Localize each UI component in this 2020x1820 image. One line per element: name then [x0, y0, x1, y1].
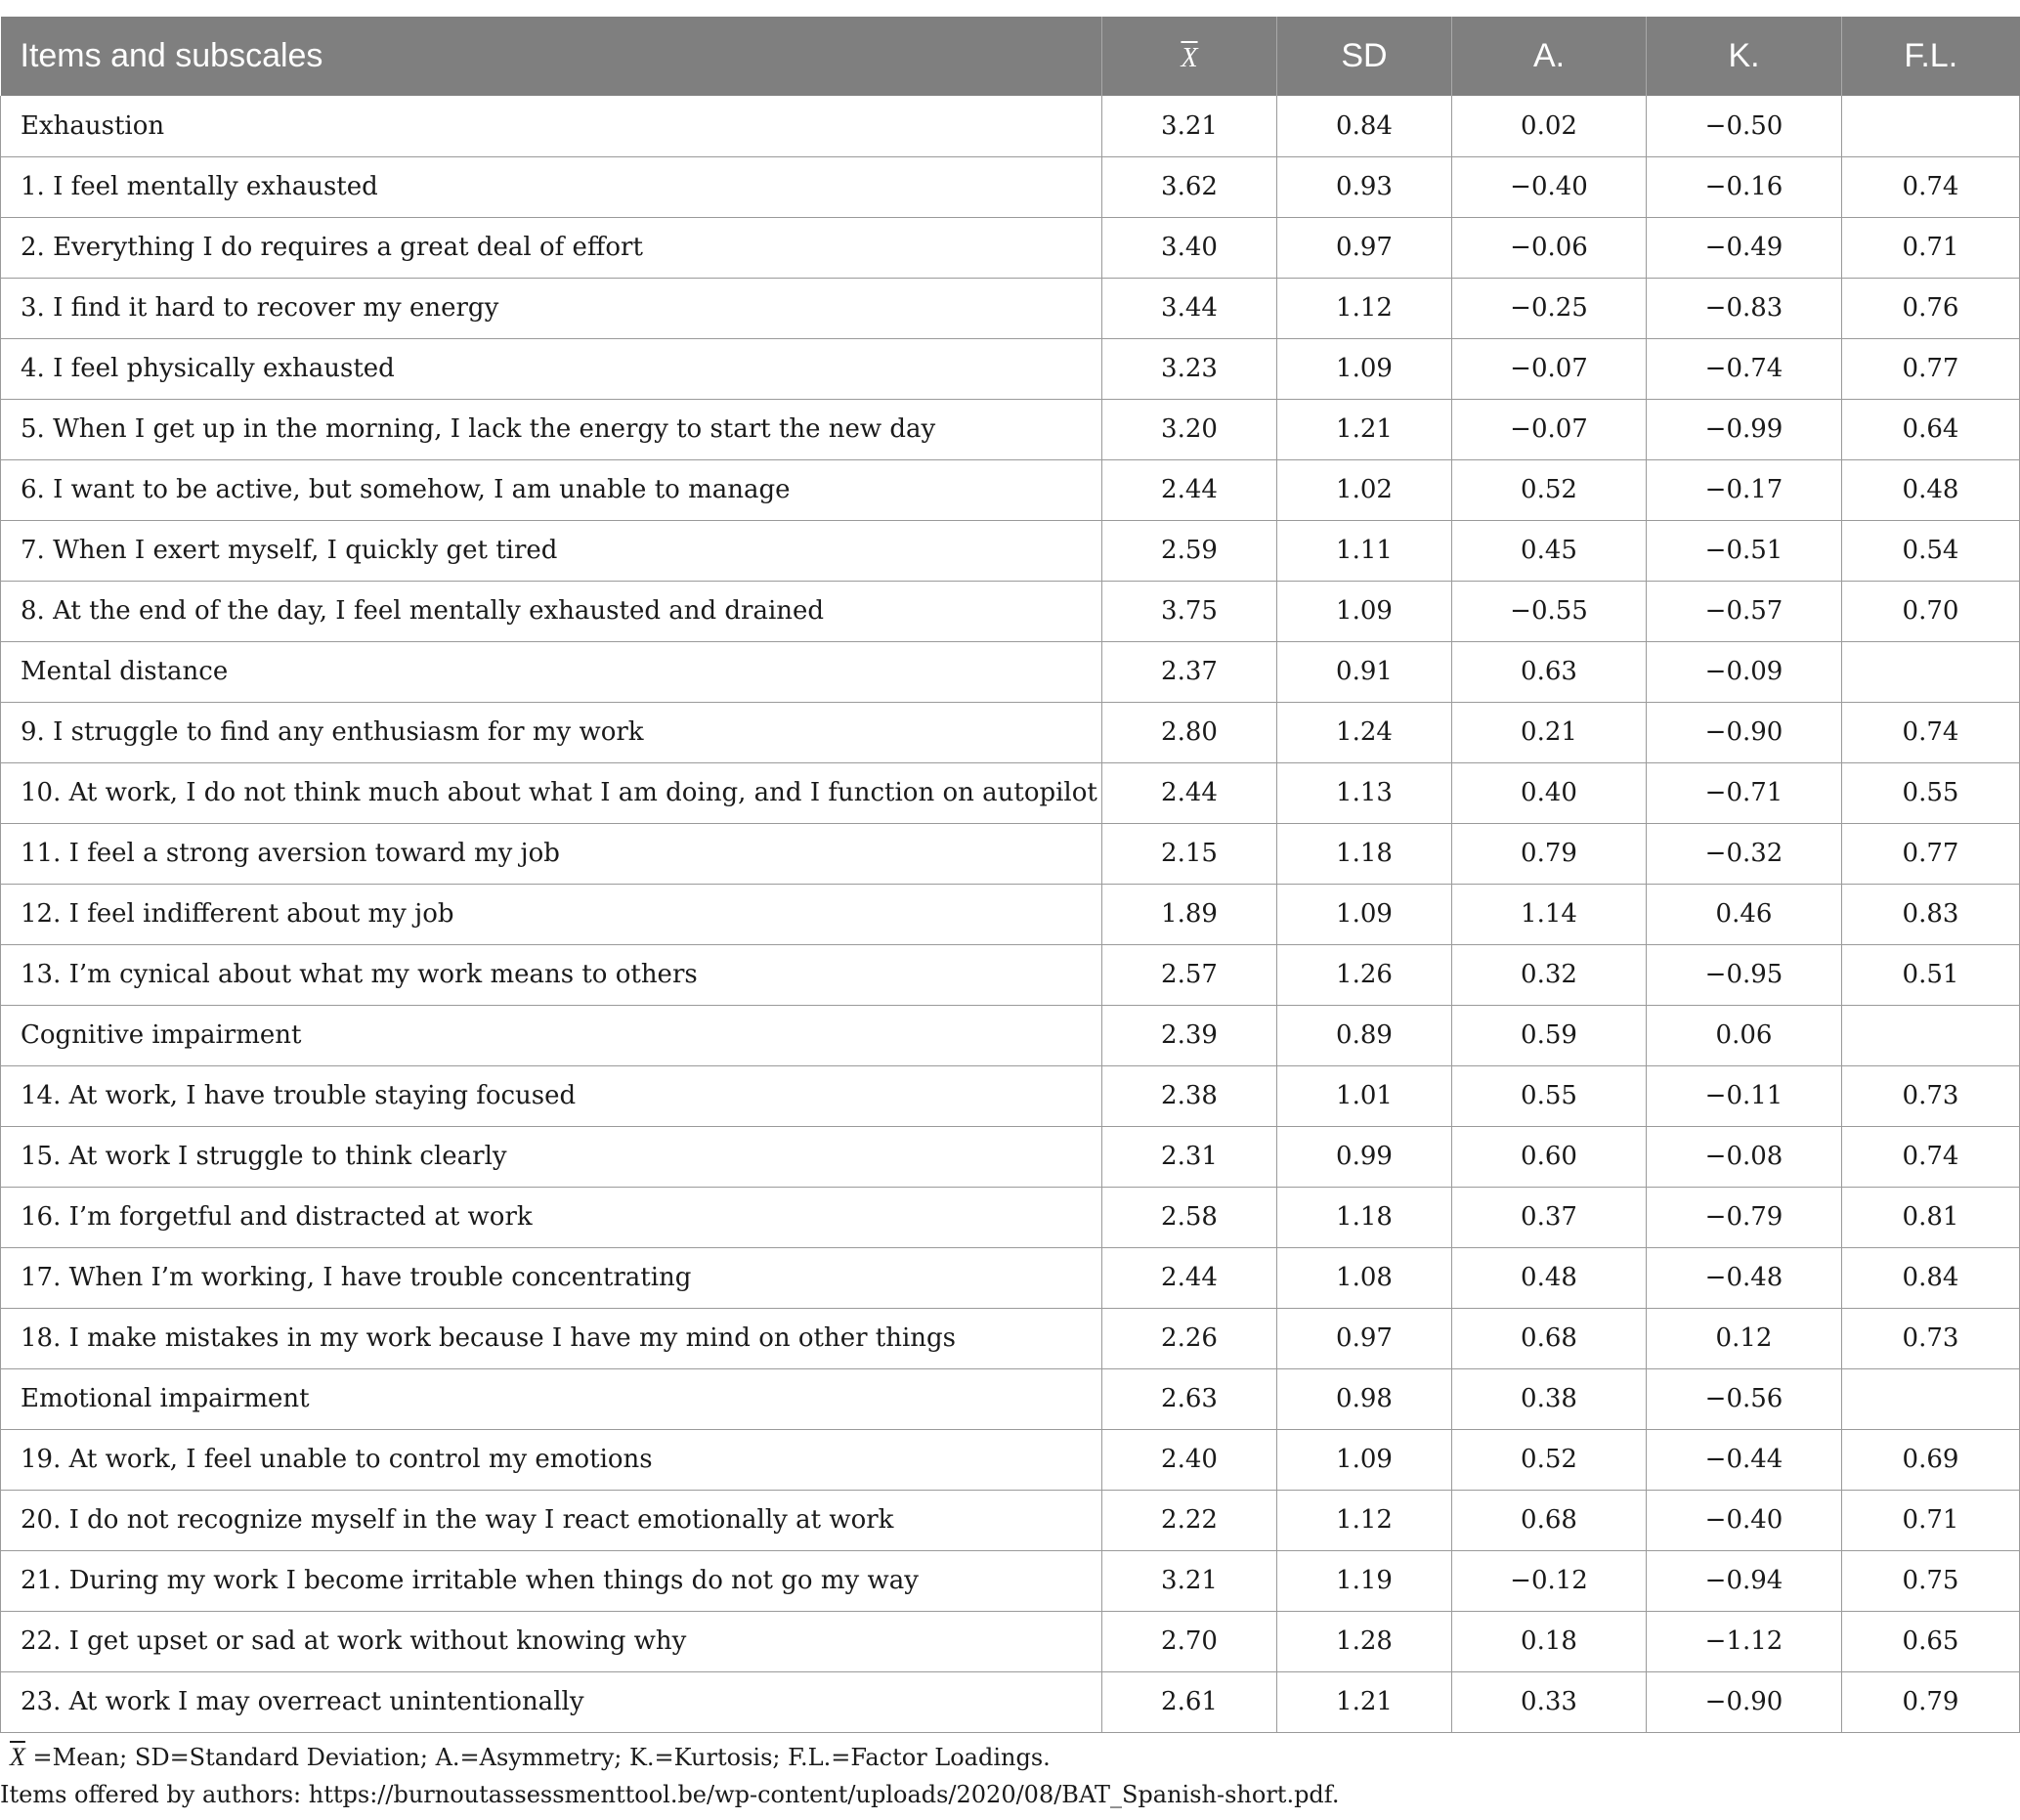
cell-kurtosis: −0.74 — [1647, 338, 1842, 399]
cell-mean: 2.70 — [1102, 1611, 1277, 1671]
cell-item: Mental distance — [1, 641, 1102, 702]
cell-factor-loading: 0.71 — [1842, 1490, 2020, 1550]
cell-mean: 2.40 — [1102, 1429, 1277, 1490]
header-mean — [1102, 17, 1277, 96]
cell-item: Cognitive impairment — [1, 1005, 1102, 1065]
cell-kurtosis: −0.32 — [1647, 823, 1842, 884]
cell-asymmetry: 0.18 — [1452, 1611, 1647, 1671]
cell-item: Exhaustion — [1, 96, 1102, 156]
cell-asymmetry: 0.55 — [1452, 1065, 1647, 1126]
cell-item: 4. I feel physically exhausted — [1, 338, 1102, 399]
table-row — [1, 1550, 2020, 1611]
cell-sd: 1.12 — [1277, 1490, 1452, 1550]
table-row — [1, 96, 2020, 156]
cell-kurtosis: −0.09 — [1647, 641, 1842, 702]
cell-kurtosis: −0.94 — [1647, 1550, 1842, 1611]
footnote-source: Items offered by authors: https://burnoutassessmenttool.be/wp-content/uploads/2020/08/BAT_Spanish-short.pdf. — [0, 1781, 1340, 1808]
cell-sd: 1.21 — [1277, 1671, 1452, 1732]
footnote-legend-text: =Mean; SD=Standard Deviation; A.=Asymmetry; K.=Kurtosis; F.L.=Factor Loadings. — [24, 1744, 1051, 1771]
cell-asymmetry: −0.12 — [1452, 1550, 1647, 1611]
header-sd: SD — [1277, 17, 1452, 96]
cell-mean: 3.75 — [1102, 581, 1277, 641]
table-row — [1, 823, 2020, 884]
cell-sd: 0.89 — [1277, 1005, 1452, 1065]
cell-mean: 3.21 — [1102, 1550, 1277, 1611]
cell-item: 2. Everything I do requires a great deal of effort — [1, 217, 1102, 278]
cell-sd: 1.12 — [1277, 278, 1452, 338]
cell-kurtosis: −0.57 — [1647, 581, 1842, 641]
cell-sd: 0.97 — [1277, 217, 1452, 278]
cell-item: 21. During my work I become irritable when things do not go my way — [1, 1550, 1102, 1611]
cell-factor-loading: 0.83 — [1842, 884, 2020, 944]
cell-item: 10. At work, I do not think much about what I am doing, and I function on autopilot — [1, 762, 1102, 823]
table-row — [1, 641, 2020, 702]
footnote-legend — [10, 1743, 1051, 1772]
cell-item: 19. At work, I feel unable to control my emotions — [1, 1429, 1102, 1490]
cell-kurtosis: −0.48 — [1647, 1247, 1842, 1308]
cell-kurtosis: −0.71 — [1647, 762, 1842, 823]
table-row — [1, 399, 2020, 459]
table-row — [1, 702, 2020, 762]
cell-mean: 2.57 — [1102, 944, 1277, 1005]
cell-factor-loading: 0.51 — [1842, 944, 2020, 1005]
cell-mean: 2.80 — [1102, 702, 1277, 762]
cell-factor-loading: 0.77 — [1842, 338, 2020, 399]
cell-sd: 1.21 — [1277, 399, 1452, 459]
statistics-table — [0, 17, 2020, 1733]
cell-kurtosis: −0.49 — [1647, 217, 1842, 278]
cell-sd: 1.01 — [1277, 1065, 1452, 1126]
cell-factor-loading: 0.70 — [1842, 581, 2020, 641]
cell-asymmetry: 0.40 — [1452, 762, 1647, 823]
cell-factor-loading: 0.74 — [1842, 156, 2020, 217]
cell-item: 1. I feel mentally exhausted — [1, 156, 1102, 217]
header-kurtosis: K. — [1647, 17, 1842, 96]
table-row — [1, 278, 2020, 338]
cell-sd: 0.99 — [1277, 1126, 1452, 1187]
table-row — [1, 338, 2020, 399]
cell-factor-loading — [1842, 1005, 2020, 1065]
cell-factor-loading — [1842, 1368, 2020, 1429]
cell-mean: 2.59 — [1102, 520, 1277, 581]
cell-mean: 1.89 — [1102, 884, 1277, 944]
cell-item: 18. I make mistakes in my work because I have my mind on other things — [1, 1308, 1102, 1368]
table-row — [1, 1671, 2020, 1732]
cell-item: 22. I get upset or sad at work without knowing why — [1, 1611, 1102, 1671]
cell-sd: 0.93 — [1277, 156, 1452, 217]
table-body — [1, 96, 2020, 1732]
cell-sd: 1.26 — [1277, 944, 1452, 1005]
cell-item: 5. When I get up in the morning, I lack the energy to start the new day — [1, 399, 1102, 459]
cell-asymmetry: −0.07 — [1452, 399, 1647, 459]
cell-item: 3. I find it hard to recover my energy — [1, 278, 1102, 338]
table-row — [1, 520, 2020, 581]
cell-item: 6. I want to be active, but somehow, I am unable to manage — [1, 459, 1102, 520]
cell-kurtosis: −0.11 — [1647, 1065, 1842, 1126]
cell-asymmetry: 0.33 — [1452, 1671, 1647, 1732]
header-items: Items and subscales — [1, 17, 1102, 96]
cell-mean: 2.63 — [1102, 1368, 1277, 1429]
cell-factor-loading: 0.64 — [1842, 399, 2020, 459]
cell-item: 8. At the end of the day, I feel mentally exhausted and drained — [1, 581, 1102, 641]
cell-sd: 0.98 — [1277, 1368, 1452, 1429]
table-row — [1, 1065, 2020, 1126]
cell-factor-loading: 0.84 — [1842, 1247, 2020, 1308]
cell-mean: 3.62 — [1102, 156, 1277, 217]
cell-factor-loading: 0.75 — [1842, 1550, 2020, 1611]
footnote-mean-symbol: $\overline{X}$ — [10, 1743, 25, 1771]
cell-sd: 1.08 — [1277, 1247, 1452, 1308]
cell-asymmetry: 0.37 — [1452, 1187, 1647, 1247]
cell-asymmetry: 0.63 — [1452, 641, 1647, 702]
table-header — [1, 17, 2020, 96]
cell-mean: 2.31 — [1102, 1126, 1277, 1187]
cell-item: 15. At work I struggle to think clearly — [1, 1126, 1102, 1187]
table-row — [1, 1187, 2020, 1247]
cell-item: 12. I feel indifferent about my job — [1, 884, 1102, 944]
cell-sd: 1.18 — [1277, 823, 1452, 884]
cell-factor-loading: 0.74 — [1842, 1126, 2020, 1187]
cell-asymmetry: 0.32 — [1452, 944, 1647, 1005]
cell-mean: 3.44 — [1102, 278, 1277, 338]
mean-symbol: $\overline{X}$ — [1181, 43, 1198, 73]
cell-kurtosis: −1.12 — [1647, 1611, 1842, 1671]
table-row — [1, 1005, 2020, 1065]
cell-factor-loading: 0.73 — [1842, 1065, 2020, 1126]
cell-asymmetry: 0.79 — [1452, 823, 1647, 884]
cell-sd: 1.09 — [1277, 1429, 1452, 1490]
cell-mean: 2.44 — [1102, 459, 1277, 520]
cell-asymmetry: −0.07 — [1452, 338, 1647, 399]
table-row — [1, 1490, 2020, 1550]
cell-mean: 2.44 — [1102, 1247, 1277, 1308]
cell-asymmetry: −0.06 — [1452, 217, 1647, 278]
cell-kurtosis: −0.51 — [1647, 520, 1842, 581]
cell-sd: 1.24 — [1277, 702, 1452, 762]
cell-mean: 2.26 — [1102, 1308, 1277, 1368]
cell-kurtosis: −0.90 — [1647, 1671, 1842, 1732]
table-row — [1, 1611, 2020, 1671]
cell-kurtosis: −0.83 — [1647, 278, 1842, 338]
cell-asymmetry: 0.45 — [1452, 520, 1647, 581]
cell-mean: 2.15 — [1102, 823, 1277, 884]
cell-asymmetry: 0.52 — [1452, 1429, 1647, 1490]
cell-factor-loading: 0.48 — [1842, 459, 2020, 520]
cell-kurtosis: −0.79 — [1647, 1187, 1842, 1247]
cell-kurtosis: 0.12 — [1647, 1308, 1842, 1368]
cell-asymmetry: −0.25 — [1452, 278, 1647, 338]
cell-kurtosis: −0.40 — [1647, 1490, 1842, 1550]
cell-mean: 2.39 — [1102, 1005, 1277, 1065]
cell-sd: 0.97 — [1277, 1308, 1452, 1368]
table-row — [1, 217, 2020, 278]
cell-kurtosis: −0.99 — [1647, 399, 1842, 459]
table-row — [1, 1429, 2020, 1490]
cell-factor-loading — [1842, 641, 2020, 702]
cell-kurtosis: −0.17 — [1647, 459, 1842, 520]
cell-kurtosis: 0.46 — [1647, 884, 1842, 944]
cell-asymmetry: 0.60 — [1452, 1126, 1647, 1187]
cell-item: 11. I feel a strong aversion toward my job — [1, 823, 1102, 884]
cell-asymmetry: 0.52 — [1452, 459, 1647, 520]
cell-asymmetry: −0.55 — [1452, 581, 1647, 641]
cell-asymmetry: 0.68 — [1452, 1490, 1647, 1550]
cell-factor-loading: 0.73 — [1842, 1308, 2020, 1368]
cell-sd: 0.84 — [1277, 96, 1452, 156]
header-row — [1, 17, 2020, 96]
table-row — [1, 884, 2020, 944]
cell-sd: 1.19 — [1277, 1550, 1452, 1611]
cell-kurtosis: −0.44 — [1647, 1429, 1842, 1490]
header-factor-loadings: F.L. — [1904, 37, 1958, 74]
cell-mean: 2.44 — [1102, 762, 1277, 823]
table-row — [1, 156, 2020, 217]
cell-kurtosis: −0.90 — [1647, 702, 1842, 762]
cell-factor-loading: 0.69 — [1842, 1429, 2020, 1490]
cell-sd: 1.13 — [1277, 762, 1452, 823]
cell-sd: 1.18 — [1277, 1187, 1452, 1247]
cell-factor-loading: 0.71 — [1842, 217, 2020, 278]
cell-sd: 1.09 — [1277, 338, 1452, 399]
cell-mean: 2.58 — [1102, 1187, 1277, 1247]
cell-kurtosis: 0.06 — [1647, 1005, 1842, 1065]
cell-mean: 3.20 — [1102, 399, 1277, 459]
cell-factor-loading: 0.54 — [1842, 520, 2020, 581]
cell-kurtosis: −0.56 — [1647, 1368, 1842, 1429]
cell-mean: 3.40 — [1102, 217, 1277, 278]
cell-factor-loading: 0.74 — [1842, 702, 2020, 762]
cell-item: 17. When I’m working, I have trouble concentrating — [1, 1247, 1102, 1308]
cell-asymmetry: 1.14 — [1452, 884, 1647, 944]
cell-mean: 2.22 — [1102, 1490, 1277, 1550]
cell-mean: 2.38 — [1102, 1065, 1277, 1126]
cell-kurtosis: −0.08 — [1647, 1126, 1842, 1187]
cell-sd: 1.11 — [1277, 520, 1452, 581]
cell-factor-loading: 0.77 — [1842, 823, 2020, 884]
cell-item: Emotional impairment — [1, 1368, 1102, 1429]
table-row — [1, 459, 2020, 520]
cell-kurtosis: −0.95 — [1647, 944, 1842, 1005]
cell-item: 7. When I exert myself, I quickly get tired — [1, 520, 1102, 581]
table-row — [1, 1126, 2020, 1187]
cell-factor-loading — [1842, 96, 2020, 156]
cell-asymmetry: 0.68 — [1452, 1308, 1647, 1368]
cell-sd: 0.91 — [1277, 641, 1452, 702]
cell-asymmetry: −0.40 — [1452, 156, 1647, 217]
cell-item: 16. I’m forgetful and distracted at work — [1, 1187, 1102, 1247]
cell-asymmetry: 0.21 — [1452, 702, 1647, 762]
cell-kurtosis: −0.50 — [1647, 96, 1842, 156]
table-row — [1, 762, 2020, 823]
cell-mean: 2.37 — [1102, 641, 1277, 702]
cell-factor-loading: 0.55 — [1842, 762, 2020, 823]
cell-mean: 2.61 — [1102, 1671, 1277, 1732]
cell-factor-loading: 0.76 — [1842, 278, 2020, 338]
cell-factor-loading: 0.79 — [1842, 1671, 2020, 1732]
cell-asymmetry: 0.48 — [1452, 1247, 1647, 1308]
cell-mean: 3.21 — [1102, 96, 1277, 156]
header-asymmetry: A. — [1452, 17, 1647, 96]
cell-sd: 1.09 — [1277, 581, 1452, 641]
cell-asymmetry: 0.59 — [1452, 1005, 1647, 1065]
table-row — [1, 1247, 2020, 1308]
cell-asymmetry: 0.38 — [1452, 1368, 1647, 1429]
cell-item: 23. At work I may overreact unintentionally — [1, 1671, 1102, 1732]
cell-item: 20. I do not recognize myself in the way I react emotionally at work — [1, 1490, 1102, 1550]
table-row — [1, 581, 2020, 641]
table-row — [1, 1308, 2020, 1368]
cell-asymmetry: 0.02 — [1452, 96, 1647, 156]
cell-factor-loading: 0.65 — [1842, 1611, 2020, 1671]
cell-kurtosis: −0.16 — [1647, 156, 1842, 217]
cell-item: 9. I struggle to find any enthusiasm for my work — [1, 702, 1102, 762]
cell-sd: 1.02 — [1277, 459, 1452, 520]
cell-mean: 3.23 — [1102, 338, 1277, 399]
table-row — [1, 944, 2020, 1005]
cell-sd: 1.28 — [1277, 1611, 1452, 1671]
cell-item: 14. At work, I have trouble staying focused — [1, 1065, 1102, 1126]
cell-sd: 1.09 — [1277, 884, 1452, 944]
cell-factor-loading: 0.81 — [1842, 1187, 2020, 1247]
cell-item: 13. I’m cynical about what my work means to others — [1, 944, 1102, 1005]
table-row — [1, 1368, 2020, 1429]
